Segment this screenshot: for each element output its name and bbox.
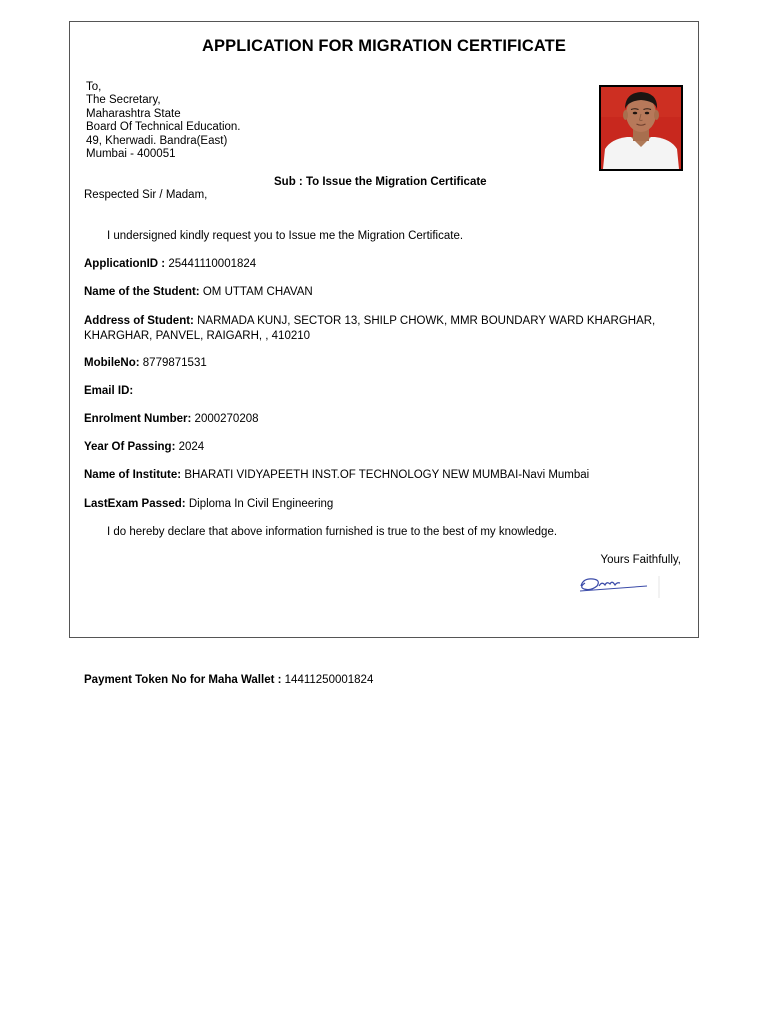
payment-token-label: Payment Token No for Maha Wallet : [84,674,282,686]
field-value: 8779871531 [142,357,207,369]
student-photo-image [601,87,681,169]
field-value: Diploma In Civil Engineering [188,498,334,510]
field-label: Name of Institute: [84,469,182,481]
signature-image [575,570,667,600]
field-label: LastExam Passed: [84,498,186,510]
payment-token [84,674,373,686]
student-photo [599,85,683,171]
address-line: To, [86,81,102,93]
address-line: Board Of Technical Education. [86,121,241,134]
field-label: Address of Student: [84,315,194,327]
field-year-of-passing [84,440,684,455]
subject-line: Sub : To Issue the Migration Certificate [274,176,487,188]
document-title: APPLICATION FOR MIGRATION CERTIFICATE [202,37,566,55]
request-paragraph: I undersigned kindly request you to Issue me the Migration Certificate. [107,230,464,242]
field-email-id [84,384,684,399]
field-label: Enrolment Number: [84,413,192,425]
field-label: Year Of Passing: [84,441,176,453]
field-label: MobileNo: [84,357,140,369]
address-line: The Secretary, [86,94,161,107]
field-last-exam-passed [84,497,684,512]
field-value: 25441110001824 [168,258,257,270]
field-student-address [84,314,684,343]
field-value: 2000270208 [194,413,259,425]
field-value: BHARATI VIDYAPEETH INST.OF TECHNOLOGY NEW MUMBAI-Navi Mumbai [184,469,590,481]
field-value: OM UTTAM CHAVAN [202,286,313,298]
field-label: Email ID: [84,385,134,397]
payment-token-value: 14411250001824 [284,674,374,686]
field-institute-name [84,468,684,483]
address-line: Maharashtra State [86,107,181,120]
salutation: Respected Sir / Madam, [84,189,208,201]
field-label: Name of the Student: [84,286,200,298]
recipient-address [86,81,241,161]
closing-text: Yours Faithfully, [600,554,681,566]
field-enrolment-number [84,412,684,427]
declaration-paragraph: I do hereby declare that above information furnished is true to the best of my knowledge. [107,526,558,538]
field-application-id [84,257,684,272]
field-label: ApplicationID : [84,258,166,270]
address-line: 49, Kherwadi. Bandra(East) [86,134,228,147]
field-value: NARMADA KUNJ, SECTOR 13, SHILP CHOWK, MMR BOUNDARY WARD KHARGHAR, KHARGHAR, PANVEL, RAIGARH, , 410210 [84,315,656,342]
field-student-name [84,285,684,300]
field-mobile-no [84,356,684,371]
field-value: 2024 [178,441,205,453]
address-line: Mumbai - 400051 [86,148,176,161]
application-form [69,21,699,638]
